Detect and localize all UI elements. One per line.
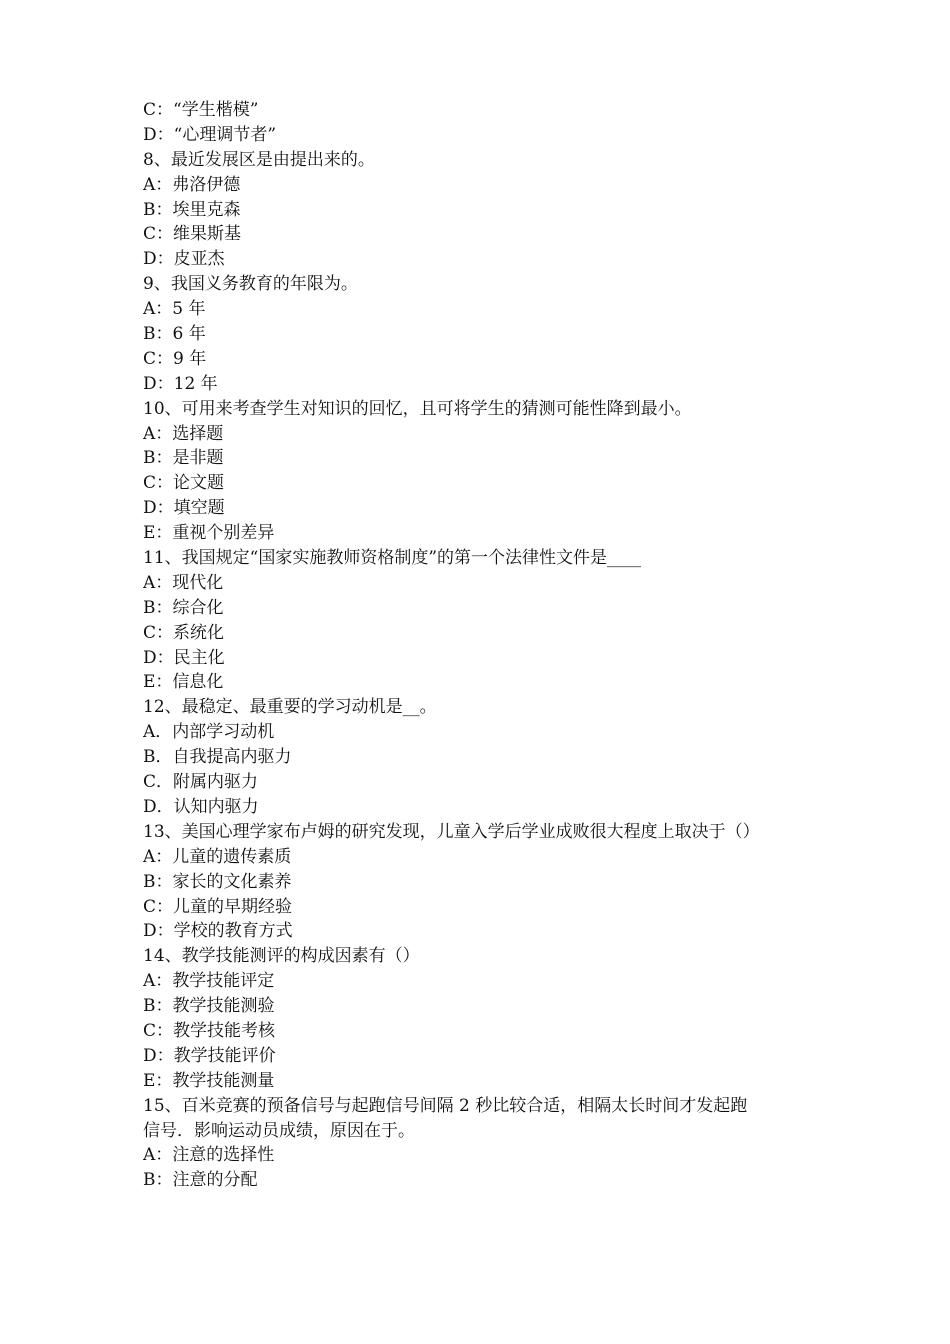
question-8: 8、最近发展区是由提出来的。 — [143, 149, 375, 170]
option-line: D：教学技能评价 — [143, 1045, 276, 1066]
option-line: D：“心理调节者” — [143, 124, 277, 145]
option-line: C：“学生楷模” — [143, 100, 259, 120]
question-9: 9、我国义务教育的年限为。 — [143, 274, 358, 295]
option-line: B：注意的分配 — [143, 1170, 258, 1191]
question-13: 13、美国心理学家布卢姆的研究发现，儿童入学后学业成败很大程度上取决于（） — [143, 821, 760, 842]
option-line: D：民主化 — [143, 647, 225, 668]
option-line: B：家长的文化素养 — [143, 871, 292, 892]
option-line: A：注意的选择性 — [143, 1145, 275, 1166]
option-line: C：儿童的早期经验 — [143, 896, 293, 917]
option-line: D：12 年 — [143, 373, 218, 394]
option-line: A：选择题 — [143, 423, 224, 444]
option-line: A：儿童的遗传素质 — [143, 846, 292, 867]
option-line: C：维果斯基 — [143, 224, 242, 245]
option-line: B：埃里克森 — [143, 199, 241, 220]
option-line: D：皮亚杰 — [143, 249, 225, 270]
option-line: A：教学技能评定 — [143, 971, 275, 992]
option-line: B：6 年 — [143, 324, 206, 345]
option-line: E：教学技能测量 — [143, 1070, 275, 1091]
question-14: 14、教学技能测评的构成因素有（） — [143, 946, 420, 967]
text-body — [143, 98, 823, 1193]
question-15-continued: 信号．影响运动员成绩，原因在于。 — [143, 1120, 415, 1141]
question-12: 12、最稳定、最重要的学习动机是__。 — [143, 697, 437, 718]
option-line: B：是非题 — [143, 448, 224, 469]
option-line: A．内部学习动机 — [143, 722, 275, 743]
option-line: E：重视个别差异 — [143, 523, 275, 544]
option-line: A：5 年 — [143, 299, 206, 320]
option-line: C．附属内驱力 — [143, 772, 259, 793]
option-line: B：教学技能测验 — [143, 996, 275, 1017]
question-10: 10、可用来考查学生对知识的回忆，且可将学生的猜测可能性降到最小。 — [143, 398, 692, 419]
question-15: 15、百米竞赛的预备信号与起跑信号间隔 2 秒比较合适，相隔太长时间才发起跑 — [143, 1095, 748, 1116]
option-line: C：9 年 — [143, 348, 207, 369]
option-line: E：信息化 — [143, 672, 224, 693]
question-11: 11、我国规定“国家实施教师资格制度”的第一个法律性文件是____ — [143, 548, 642, 569]
option-line: C：论文题 — [143, 473, 225, 494]
option-line: D．认知内驱力 — [143, 796, 259, 817]
option-line: D：填空题 — [143, 498, 225, 519]
option-line: A：弗洛伊德 — [143, 174, 241, 195]
option-line: C：系统化 — [143, 622, 225, 643]
option-line: D：学校的教育方式 — [143, 921, 293, 942]
option-line: B．自我提高内驱力 — [143, 747, 292, 768]
option-line: C：教学技能考核 — [143, 1020, 276, 1041]
option-line: A：现代化 — [143, 572, 224, 593]
option-line: B：综合化 — [143, 597, 224, 618]
